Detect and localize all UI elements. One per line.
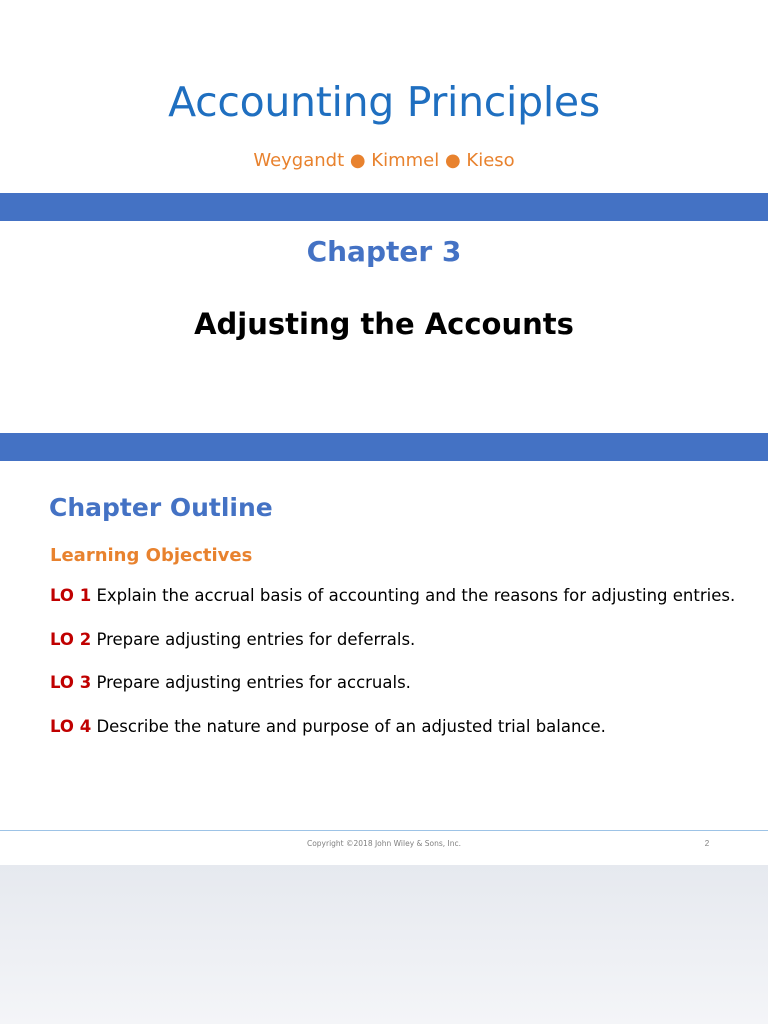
viewer-background bbox=[0, 865, 768, 1024]
copyright-notice: Copyright ©2018 John Wiley & Sons, Inc. bbox=[306, 839, 462, 848]
learning-objectives-list bbox=[50, 584, 760, 758]
book-title: Accounting Principles bbox=[168, 78, 600, 126]
learning-objective-code: LO 2 bbox=[50, 629, 92, 649]
learning-objective-text: Explain the accrual basis of accounting and the reasons for adjusting entries. bbox=[96, 586, 736, 605]
chapter-number: Chapter 3 bbox=[306, 235, 462, 268]
learning-objectives-heading: Learning Objectives bbox=[50, 545, 253, 566]
learning-objective-code: LO 1 bbox=[50, 586, 92, 605]
learning-objective-item bbox=[50, 584, 760, 628]
learning-objective-text: Prepare adjusting entries for accruals. bbox=[96, 673, 411, 692]
chapter-title: Adjusting the Accounts bbox=[194, 307, 574, 341]
authors-line: Weygandt ● Kimmel ● Kieso bbox=[253, 150, 515, 171]
learning-objective-item bbox=[50, 628, 760, 672]
chapter-outline-heading: Chapter Outline bbox=[49, 493, 273, 522]
learning-objective-code: LO 3 bbox=[50, 673, 92, 692]
top-divider-band bbox=[0, 193, 768, 221]
page-number: 2 bbox=[704, 839, 710, 848]
bottom-divider-band bbox=[0, 433, 768, 461]
learning-objective-item bbox=[50, 671, 760, 715]
learning-objective-code: LO 4 bbox=[50, 716, 92, 736]
learning-objective-text: Prepare adjusting entries for deferrals. bbox=[96, 629, 416, 649]
learning-objective-text: Describe the nature and purpose of an adjusted trial balance. bbox=[96, 716, 606, 736]
learning-objective-item bbox=[50, 715, 760, 759]
footer-divider bbox=[0, 830, 768, 831]
